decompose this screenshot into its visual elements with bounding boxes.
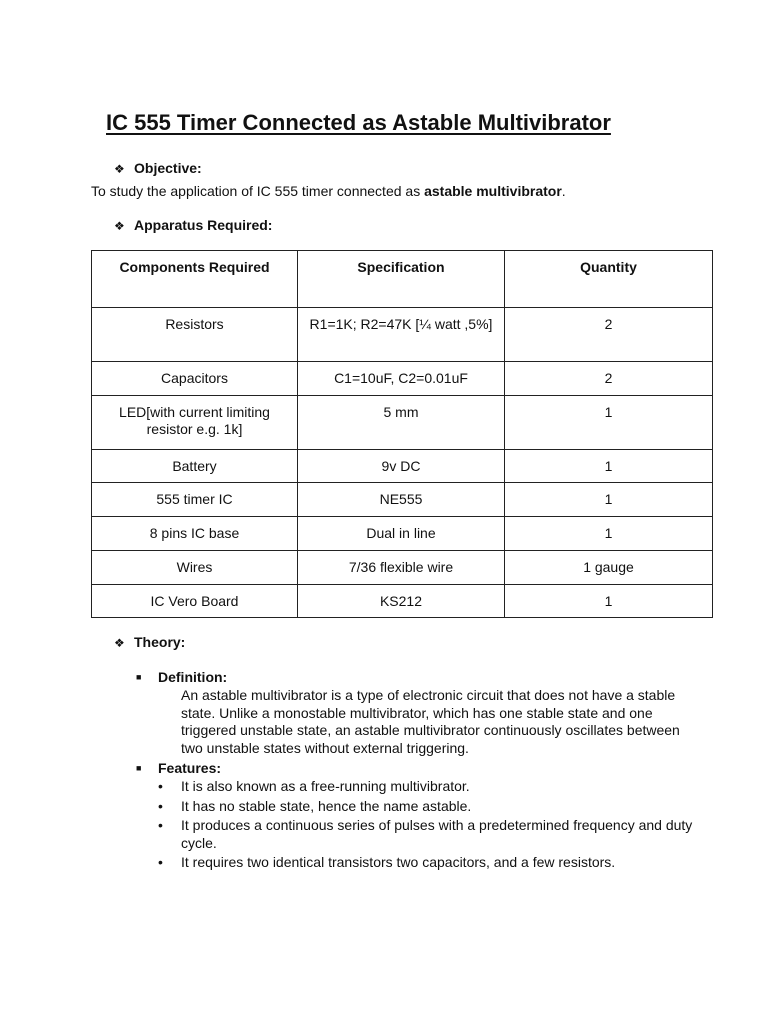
definition-text: An astable multivibrator is a type of electronic circuit that does not have a stable state. Unlike a monostable multivibrator, which has one stable state and one triggered unstable state, an astable multivibrator continuously oscillates between two unstable states without external triggering. <box>181 687 680 756</box>
bullet-dot-icon: • <box>158 817 163 833</box>
table-cell: 1 <box>505 396 713 450</box>
table-row <box>92 585 713 618</box>
definition-heading <box>136 669 227 685</box>
table-cell: 1 <box>505 585 713 618</box>
table-cell: 1 <box>505 450 713 483</box>
objective-heading <box>114 160 202 176</box>
table-row <box>92 450 713 483</box>
theory-heading <box>114 634 185 650</box>
table-row <box>92 517 713 551</box>
list-item: • It is also known as a free-running multivibrator. <box>158 778 470 794</box>
bullet-dot-icon: • <box>158 854 163 870</box>
table-cell: C1=10uF, C2=0.01uF <box>298 362 505 396</box>
objective-text-pre: To study the application of IC 555 timer connected as <box>91 183 425 199</box>
objective-text <box>91 183 566 199</box>
diamond-bullet-icon: ❖ <box>114 636 125 650</box>
table-cell: 1 gauge <box>505 551 713 585</box>
page-title: IC 555 Timer Connected as Astable Multivibrator <box>106 110 611 135</box>
table-cell: 7/36 flexible wire <box>298 551 505 585</box>
table-row <box>92 362 713 396</box>
apparatus-heading <box>114 217 272 233</box>
features-heading-label: Features: <box>158 760 222 776</box>
table-header-row <box>92 251 713 308</box>
column-header: Specification <box>298 251 505 308</box>
objective-heading-label: Objective: <box>134 160 202 176</box>
table-cell: KS212 <box>298 585 505 618</box>
features-list <box>158 778 698 874</box>
table-row <box>92 551 713 585</box>
table-cell: Battery <box>92 450 298 483</box>
table-cell: 555 timer IC <box>92 483 298 517</box>
table-cell: NE555 <box>298 483 505 517</box>
bullet-dot-icon: • <box>158 778 163 794</box>
list-item: • It requires two identical transistors two capacitors, and a few resistors. <box>158 854 616 870</box>
table-cell: Dual in line <box>298 517 505 551</box>
table-cell: 1 <box>505 483 713 517</box>
square-bullet-icon: ■ <box>136 672 142 682</box>
bullet-dot-icon: • <box>158 797 163 814</box>
diamond-bullet-icon: ❖ <box>114 219 125 233</box>
list-item: • It has no stable state, hence the name astable. <box>158 797 472 814</box>
table-cell: Capacitors <box>92 362 298 396</box>
column-header: Components Required <box>92 251 298 308</box>
table-row <box>92 483 713 517</box>
table-cell: 8 pins IC base <box>92 517 298 551</box>
table-cell: 1 <box>505 517 713 551</box>
apparatus-heading-label: Apparatus Required: <box>134 217 273 233</box>
list-item: • It produces a continuous series of pulses with a predetermined frequency and duty cycle. <box>158 817 693 851</box>
table-cell: 2 <box>505 308 713 362</box>
square-bullet-icon: ■ <box>136 763 142 773</box>
table-cell: R1=1K; R2=47K [¼ watt ,5%] <box>298 308 505 362</box>
table-cell: IC Vero Board <box>92 585 298 618</box>
table-cell: 2 <box>505 362 713 396</box>
column-header: Quantity <box>505 251 713 308</box>
table-cell: Resistors <box>92 308 298 362</box>
table-cell: Wires <box>92 551 298 585</box>
table-cell: 5 mm <box>298 396 505 450</box>
apparatus-table <box>91 250 713 618</box>
table-cell: LED[with current limiting resistor e.g. 1k] <box>92 396 298 450</box>
table-row <box>92 396 713 450</box>
diamond-bullet-icon: ❖ <box>114 162 125 176</box>
definition-heading-label: Definition: <box>158 669 228 685</box>
table-cell: 9v DC <box>298 450 505 483</box>
table-row <box>92 308 713 362</box>
objective-text-post: . <box>561 183 566 199</box>
features-heading <box>136 760 221 776</box>
objective-text-bold: astable multivibrator <box>424 183 562 199</box>
theory-heading-label: Theory: <box>134 634 186 650</box>
